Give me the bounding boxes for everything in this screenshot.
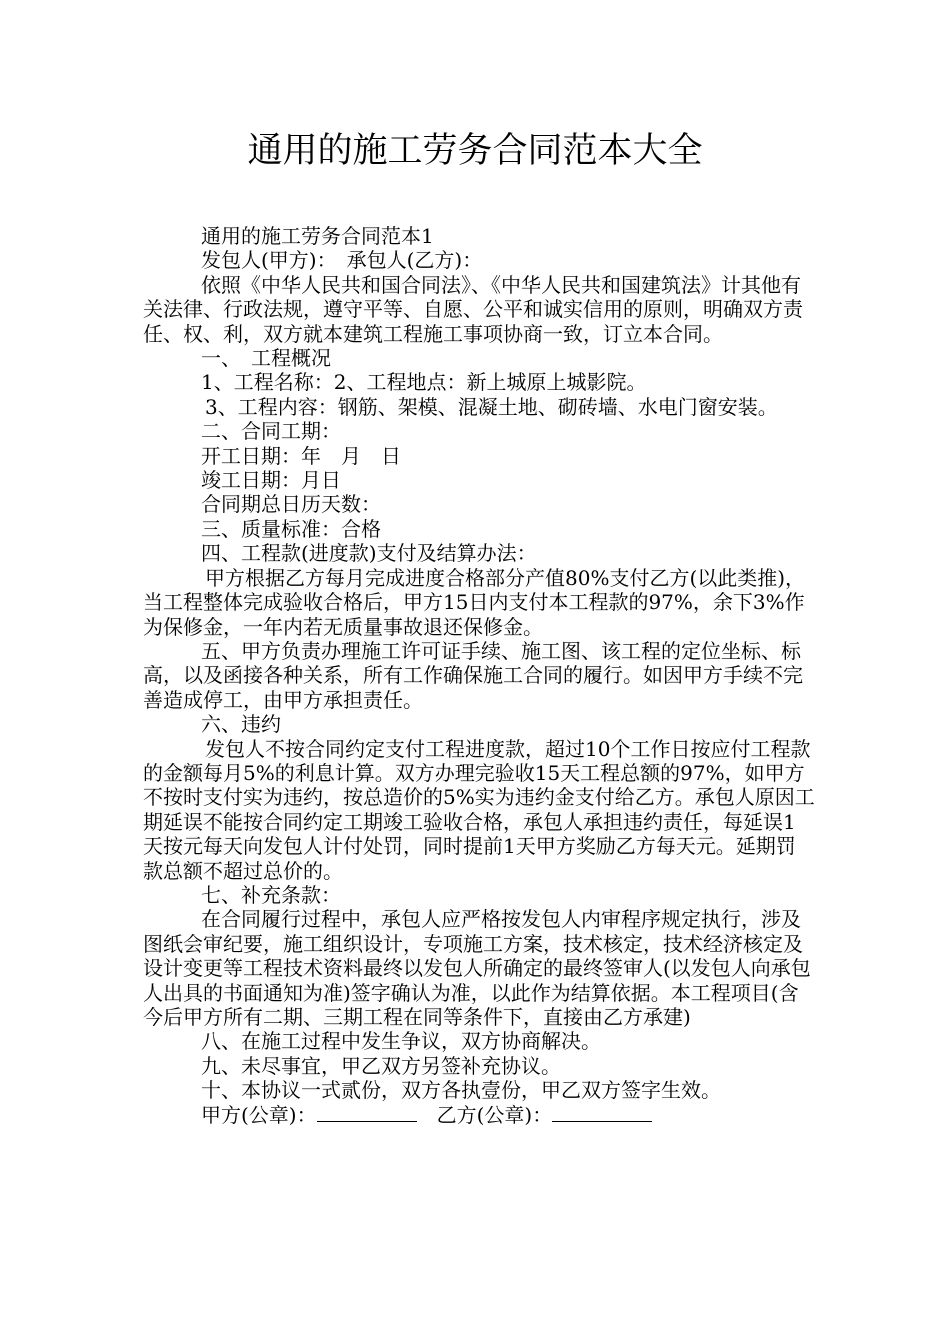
clause-heading-1: 一、 工程概况 (201, 346, 331, 371)
party-b-signature-blank (552, 1103, 652, 1122)
completion-date-line: 竣工日期：月日 (201, 468, 341, 493)
preamble-paragraph: 依照《中华人民共和国合同法》、《中华人民共和国建筑法》计其他有关法律、行政法规，遵守平等、自愿、公平和诚实信用的原则，明确双方责任、权、利，双方就本建筑工程施工事项协商一致，订立本合同。 (143, 272, 803, 346)
party-b-seal-label: 乙方(公章)： (436, 1102, 553, 1127)
clause-5-paragraph: 五、甲方负责办理施工许可证手续、施工图、该工程的定位坐标、标高，以及函接各种关系，所有工作确保施工合同的履行。如因甲方手续不完善造成停工，由甲方承担责任。 (143, 638, 803, 712)
section-heading: 通用的施工劳务合同范本1 (201, 224, 434, 248)
party-a-seal-label: 甲方(公章)： (201, 1102, 317, 1127)
supplementary-paragraph: 在合同履行过程中，承包人应严格按发包人内审程序规定执行，涉及图纸会审纪要，施工组织设计，专项施工方案，技术核定，技术经济核定及设计变更等工程技术资料最终以发包人所确定的最终签审人(以发包人向承包人出具的书面通知为准)签字确认为准，以此作为结算依据。本工程项目(含今后甲方所有二期、三期工程在同等条件下，直接由乙方承建) (143, 907, 811, 1029)
clause-heading-7: 七、补充条款： (201, 882, 341, 907)
party-a-signature-blank (317, 1103, 417, 1122)
payment-paragraph: 甲方根据乙方每月完成进度合格部分产值80%支付乙方(以此类推)，当工程整体完成验收合格后，甲方15日内支付本工程款的97%，余下3%作为保修金，一年内若无质量事故退还保修金。 (143, 565, 806, 639)
clause-10: 十、本协议一式贰份，双方各执壹份，甲乙双方签字生效。 (201, 1078, 721, 1103)
start-date-line: 开工日期：年 月 日 (201, 443, 401, 468)
project-content: 3、工程内容：钢筋、架模、混凝土地、砌砖墙、水电门窗安装。 (205, 394, 778, 419)
document-body (143, 224, 815, 1127)
parties-line: 发包人(甲方)： 承包人(乙方)： (201, 248, 483, 273)
document-title: 通用的施工劳务合同范本大全 (247, 131, 703, 171)
clause-8: 八、在施工过程中发生争议，双方协商解决。 (201, 1029, 601, 1054)
breach-paragraph: 发包人不按合同约定支付工程进度款，超过10个工作日按应付工程款的金额每月5%的利息计算。双方办理完验收15天工程总额的97%，如甲方不按时支付实为违约，按总造价的5%实为违约金支付给乙方。承包人原因工期延误不能按合同约定工期竣工验收合格，承包人承担违约责任，每延误1天按元每天向发包人计付处罚，同时提前1天甲方奖励乙方每天元。延期罚款总额不超过总价的。 (143, 736, 815, 883)
clause-heading-4: 四、工程款(进度款)支付及结算办法： (201, 541, 537, 566)
clause-9: 九、未尽事宜，甲乙双方另签补充协议。 (201, 1053, 561, 1078)
clause-heading-2: 二、合同工期： (201, 419, 341, 444)
signature-line (143, 1103, 815, 1127)
clause-heading-3: 三、质量标准：合格 (201, 516, 381, 541)
total-days-line: 合同期总日历天数： (201, 492, 381, 517)
project-name-location: 1、工程名称：2、工程地点：新上城原上城影院。 (201, 370, 647, 395)
clause-heading-6: 六、违约 (201, 712, 281, 737)
